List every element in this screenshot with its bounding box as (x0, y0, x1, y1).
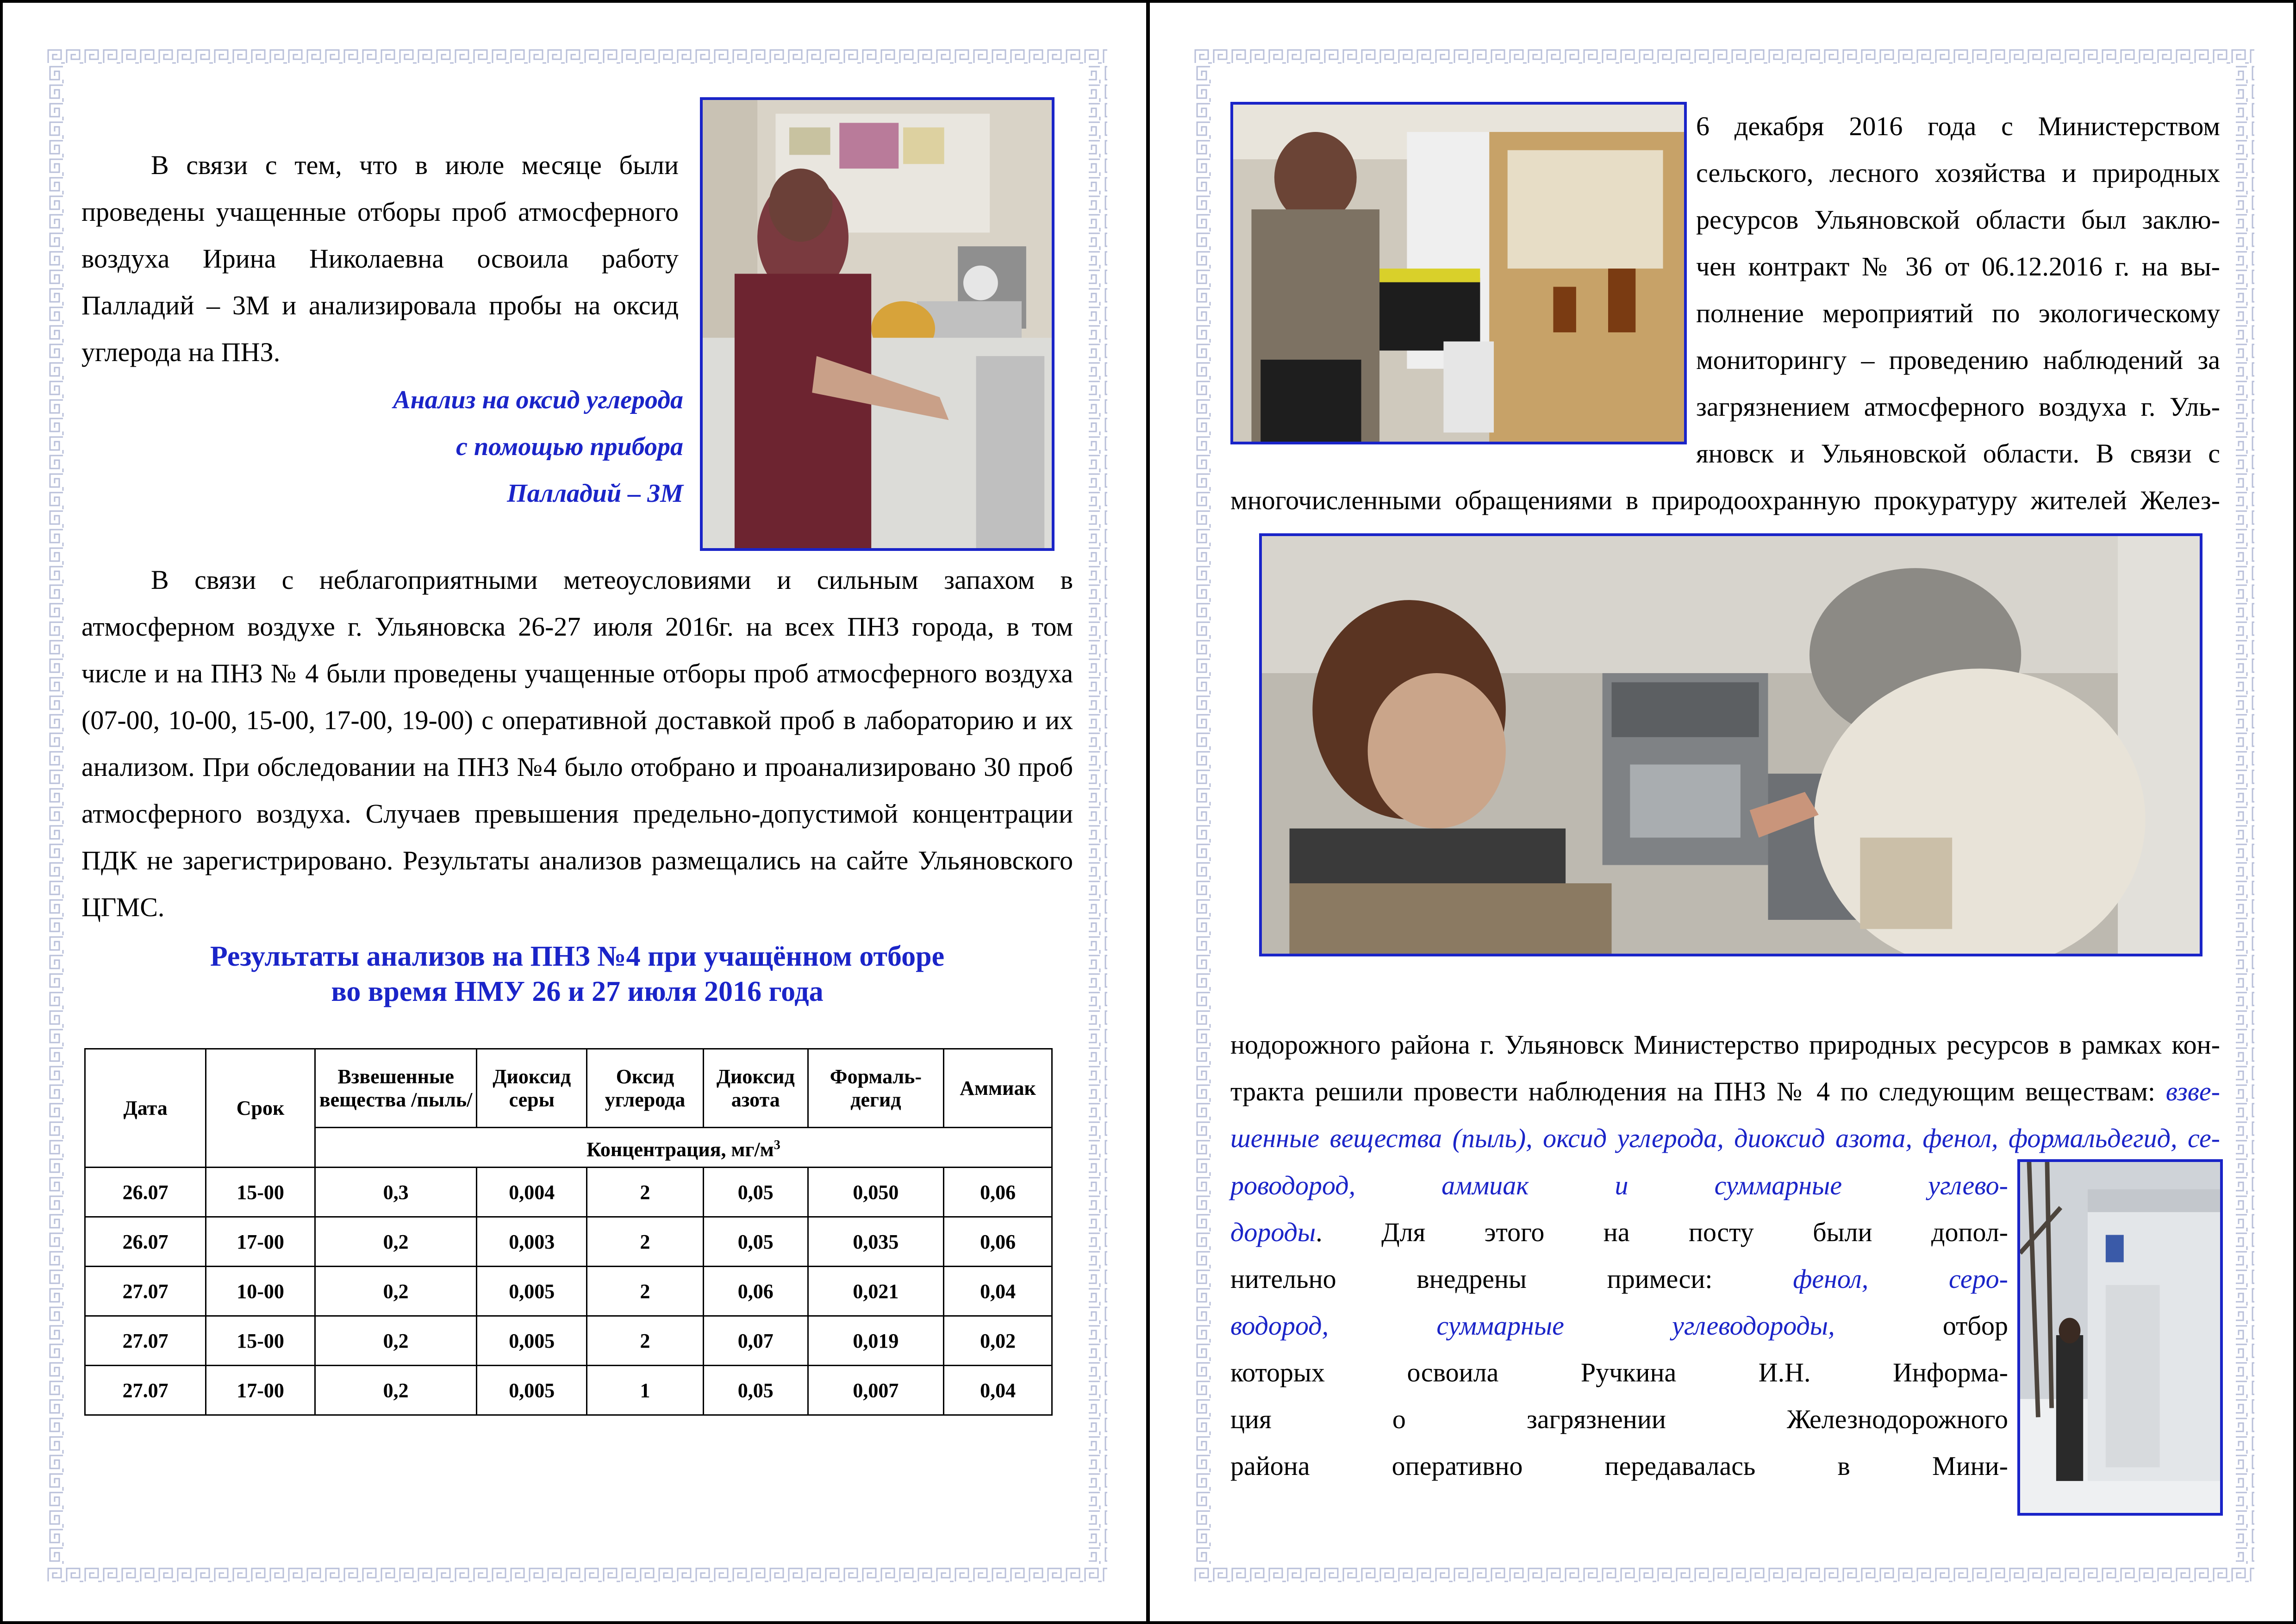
cell: 26.07 (85, 1217, 206, 1267)
results-table (84, 1048, 1053, 1416)
para1-line: яновск и Ульяновской области. В связи с (1696, 438, 2220, 468)
cell: 26.07 (85, 1168, 206, 1217)
unit-label: Концентрация, мг/м (586, 1138, 774, 1161)
para1-line: полнение мероприятий по экологическому (1696, 298, 2220, 328)
para1-full-wrap (1230, 477, 2220, 524)
unit-header (315, 1128, 1052, 1168)
header-no2: Диоксид азота (703, 1049, 808, 1128)
para2-line-3: шенные вещества (пыль), оксид углерода, диоксид азота, фенол, формальдегид, се- (1230, 1123, 2220, 1153)
table-title-line-2: во время НМУ 26 и 27 июля 2016 года (331, 976, 824, 1007)
main-paragraph: В связи с неблагоприятными метеоусловиями и сильным запахом в атмосферном воздухе г. Ульяновска 26-27 июля 2016г. на всех ПНЗ города, в том числе и на ПНЗ № 4 были проведены учащенные отборы проб атмосферного воздуха (07-00, 10-00, 15-00, 17-00, 19-00) с оперативной доставкой проб в лабораторию и их анализом. При обследовании на ПНЗ №4 было отобрано и проанализировано 30 проб атмосферного воздуха. Случаев превышения предельно-допустимой концентрации ПДК не зарегистрировано. Результаты анализов размещались на сайте Ульяновского ЦГМС. (81, 565, 1073, 922)
para2-line-2 (1230, 1068, 2220, 1115)
para1-line: мониторингу – проведению наблюдений за (1696, 345, 2220, 375)
cell: 0,2 (315, 1316, 477, 1366)
cell: 0,019 (808, 1316, 944, 1366)
table-row (85, 1267, 1052, 1316)
para3-line-2-plain: . Для этого на посту были допол- (1316, 1217, 2008, 1247)
header-date: Дата (85, 1049, 206, 1168)
caption-line-2: с помощью прибора (456, 432, 683, 461)
cell: 27.07 (85, 1366, 206, 1415)
right-page (1147, 0, 2296, 1624)
cell: 17-00 (206, 1366, 315, 1415)
cell: 0,003 (477, 1217, 587, 1267)
cell: 0,2 (315, 1366, 477, 1415)
para3-line-2 (1230, 1209, 2008, 1255)
cell: 2 (587, 1168, 704, 1217)
table-title-line-1: Результаты анализов на ПНЗ №4 при учащённом отборе (210, 941, 945, 972)
para1-line: загрязнением атмосферного воздуха г. Уль- (1696, 392, 2220, 422)
cell: 1 (587, 1366, 704, 1415)
para2-line-2-blue: взве- (2165, 1076, 2220, 1106)
table-row (85, 1366, 1052, 1415)
cell: 0,050 (808, 1168, 944, 1217)
para3-line-7: района оперативно передавалась в Мини- (1230, 1451, 2008, 1481)
para3-line-3-plain: нительно внедрены примеси: (1230, 1264, 1793, 1294)
para2-line-2-plain: тракта решили провести наблюдения на ПНЗ № 4 по следующим веществам: (1230, 1076, 2166, 1106)
photo-lab-sampling (1230, 102, 1687, 444)
intro-paragraph: В связи с тем, что в июле месяце были проведены учащенные отборы проб атмосферного воздуха Ирина Николаевна освоила работу Палладий – 3М и анализировала пробы на оксид углерода на ПНЗ. (81, 150, 679, 367)
cell: 0,007 (808, 1366, 944, 1415)
table-title (81, 939, 1073, 1009)
para3-line-4 (1230, 1302, 2008, 1349)
cell: 0,005 (477, 1366, 587, 1415)
cell: 0,004 (477, 1168, 587, 1217)
para1-line: 6 декабря 2016 года с Министерством (1696, 111, 2220, 141)
table-row (85, 1316, 1052, 1366)
cell: 0,05 (703, 1366, 808, 1415)
cell: 10-00 (206, 1267, 315, 1316)
para1-line: ресурсов Ульяновской области был заклю- (1696, 205, 2220, 235)
para3-line-4-blue: водород, суммарные углеводороды, (1230, 1311, 1835, 1341)
cell: 15-00 (206, 1316, 315, 1366)
cell: 0,06 (944, 1217, 1052, 1267)
cell: 0,06 (944, 1168, 1052, 1217)
header-ammonia: Аммиак (944, 1049, 1052, 1128)
para3-line-1: роводород, аммиак и суммарные углево- (1230, 1170, 2008, 1200)
para3-line-2-blue: дороды (1230, 1217, 1316, 1247)
photo-monitoring-post (2017, 1159, 2223, 1516)
cell: 17-00 (206, 1217, 315, 1267)
cell: 0,005 (477, 1316, 587, 1366)
cell: 0,07 (703, 1316, 808, 1366)
cell: 0,02 (944, 1316, 1052, 1366)
para1-full-line: многочисленными обращениями в природоохранную прокуратуру жителей Желез- (1230, 485, 2220, 515)
para1-line: сельского, лесного хозяйства и природных (1696, 158, 2220, 188)
unit-superscript: 3 (774, 1137, 780, 1152)
cell: 0,05 (703, 1168, 808, 1217)
photo-instrument-check (1259, 533, 2202, 956)
table-row (85, 1217, 1052, 1267)
cell: 0,021 (808, 1267, 944, 1316)
photo-palladium-analysis (700, 97, 1054, 551)
main-block (81, 556, 1073, 931)
para1-line: чен контракт № 36 от 06.12.2016 г. на вы- (1696, 251, 2220, 281)
cell: 27.07 (85, 1316, 206, 1366)
cell: 0,2 (315, 1217, 477, 1267)
intro-block (81, 142, 679, 375)
header-time: Срок (206, 1049, 315, 1168)
cell: 0,035 (808, 1217, 944, 1267)
para3-wrap (1230, 1162, 2008, 1489)
caption-line-3: Палладий – 3М (507, 479, 683, 508)
para2-line-1: нодорожного района г. Ульяновск Министерство природных ресурсов в рамках кон- (1230, 1030, 2220, 1060)
cell: 15-00 (206, 1168, 315, 1217)
para3-line-3 (1230, 1255, 2008, 1302)
para3-line-4-plain: отбор (1834, 1311, 2008, 1341)
cell: 27.07 (85, 1267, 206, 1316)
cell: 2 (587, 1316, 704, 1366)
para3-line-5: которых освоила Ручкина И.Н. Информа- (1230, 1357, 2008, 1387)
para2-wrap (1230, 1021, 2220, 1162)
para3-line-3-blue: фенол, серо- (1793, 1264, 2008, 1294)
caption-line-1: Анализ на оксид углерода (393, 386, 683, 414)
cell: 0,3 (315, 1168, 477, 1217)
cell: 0,05 (703, 1217, 808, 1267)
header-so2: Диоксид серы (477, 1049, 587, 1128)
header-formaldehyde: Формаль-дегид (808, 1049, 944, 1128)
cell: 0,04 (944, 1267, 1052, 1316)
cell: 0,06 (703, 1267, 808, 1316)
header-co: Оксид углерода (587, 1049, 704, 1128)
cell: 2 (587, 1217, 704, 1267)
para3-line-6: ция о загрязнении Железнодорожного (1230, 1404, 2008, 1434)
cell: 2 (587, 1267, 704, 1316)
table-row (85, 1168, 1052, 1217)
photo-caption (81, 377, 683, 517)
cell: 0,04 (944, 1366, 1052, 1415)
cell: 0,005 (477, 1267, 587, 1316)
para1-wrap (1696, 103, 2220, 477)
cell: 0,2 (315, 1267, 477, 1316)
header-dust: Взвешенные вещества /пыль/ (315, 1049, 477, 1128)
